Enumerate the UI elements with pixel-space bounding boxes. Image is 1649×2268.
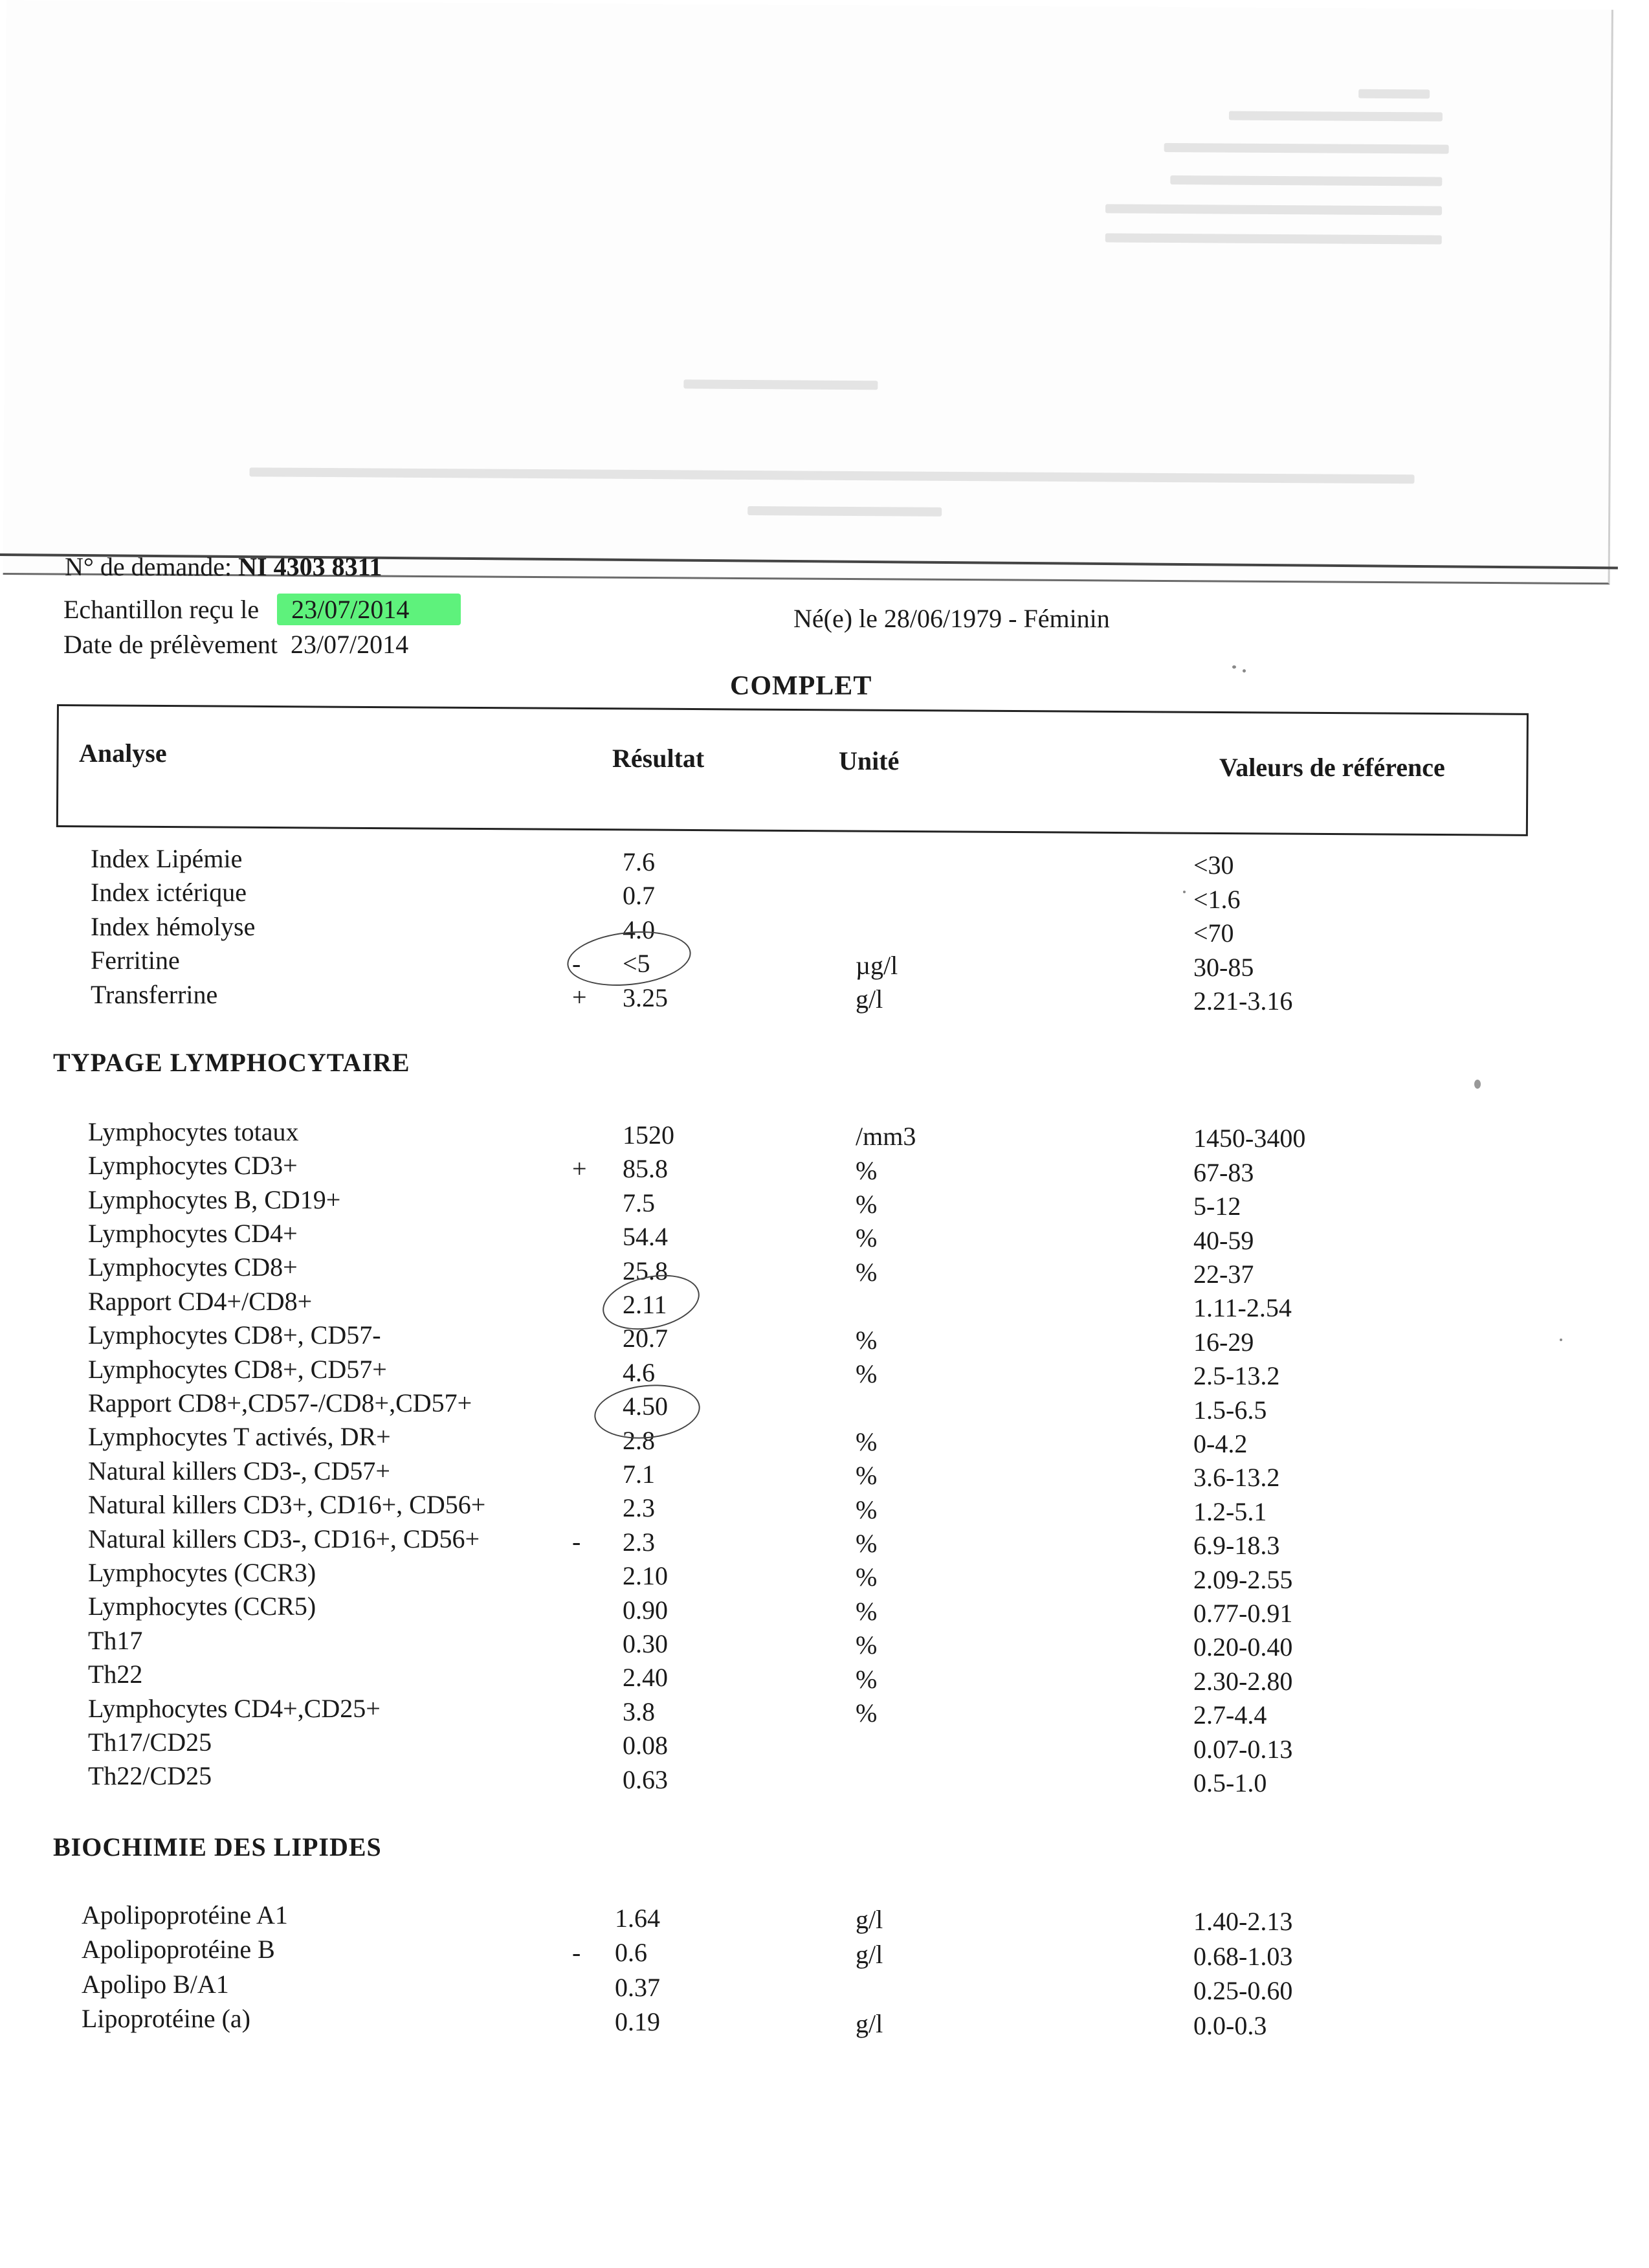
analyte-name: Rapport CD4+/CD8+	[88, 1286, 313, 1316]
analyte-name: Lymphocytes totaux	[88, 1117, 299, 1146]
request-number-value: NI 4303 8311	[238, 552, 382, 581]
result-value: 4.50	[623, 1392, 668, 1421]
reference-range: 0.68-1.03	[1193, 1941, 1293, 1971]
result-value: 0.6	[615, 1938, 647, 1968]
analyte-name: Lymphocytes CD4+,CD25+	[88, 1693, 381, 1723]
abnormal-flag: -	[572, 948, 581, 978]
reference-range: 67-83	[1193, 1157, 1254, 1187]
request-number-label: N° de demande:	[65, 552, 232, 581]
unit: %	[856, 1427, 878, 1456]
result-value: 3.8	[623, 1696, 655, 1726]
reference-range: 16-29	[1193, 1327, 1254, 1357]
analyte-name: Apolipoprotéine A1	[82, 1900, 288, 1929]
result-value: 0.7	[623, 881, 655, 911]
analyte-name: Lymphocytes CD8+, CD57+	[88, 1354, 387, 1384]
result-value: 1520	[623, 1120, 674, 1150]
unit: g/l	[856, 1939, 883, 1969]
abnormal-flag: -	[572, 1937, 581, 1967]
analyte-name: Apolipoprotéine B	[82, 1935, 275, 1964]
unit: %	[856, 1155, 878, 1185]
reference-range: 6.9-18.3	[1193, 1531, 1280, 1561]
column-header-unite: Unité	[839, 746, 900, 775]
result-value: 0.63	[623, 1764, 668, 1794]
analyte-name: Natural killers CD3+, CD16+, CD56+	[88, 1490, 486, 1520]
analyte-name: Lymphocytes CD8+, CD57-	[88, 1320, 381, 1350]
result-value: 54.4	[623, 1222, 668, 1252]
section-title: BIOCHIMIE DES LIPIDES	[53, 1832, 382, 1862]
reference-range: 1.11-2.54	[1193, 1293, 1292, 1323]
column-header-resultat: Résultat	[612, 744, 705, 773]
result-value: 0.90	[623, 1595, 668, 1625]
analyte-name: Lymphocytes B, CD19+	[88, 1184, 341, 1214]
unit: %	[856, 1562, 878, 1592]
unit: %	[856, 1495, 878, 1524]
reference-range: 0.25-0.60	[1193, 1976, 1293, 2006]
abnormal-flag: -	[572, 1527, 581, 1557]
reference-range: 0-4.2	[1193, 1429, 1248, 1459]
analyte-name: Transferrine	[91, 979, 218, 1009]
result-value: 2.10	[623, 1561, 668, 1591]
analyte-name: Lipoprotéine (a)	[82, 2004, 250, 2034]
reference-range: 5-12	[1193, 1192, 1241, 1221]
analyte-name: Natural killers CD3-, CD16+, CD56+	[88, 1524, 480, 1553]
analyte-name: Index Lipémie	[91, 843, 243, 873]
received-label: Echantillon reçu le	[63, 595, 260, 624]
result-value: 3.25	[623, 983, 668, 1012]
result-value: 1.64	[615, 1903, 660, 1933]
result-value: 2.40	[623, 1663, 668, 1693]
reference-range: 1450-3400	[1193, 1124, 1306, 1153]
unit: %	[856, 1257, 878, 1287]
result-value: <5	[623, 949, 650, 979]
result-value: 2.11	[623, 1289, 667, 1319]
reference-range: 1.5-6.5	[1193, 1395, 1267, 1425]
analyte-name: Th22	[88, 1660, 143, 1689]
reference-range: 0.07-0.13	[1193, 1734, 1293, 1764]
unit: %	[856, 1664, 878, 1694]
received-date-highlight	[277, 594, 461, 625]
unit: g/l	[856, 984, 883, 1014]
analyte-name: Ferritine	[91, 946, 180, 975]
analyte-name: Th22/CD25	[88, 1761, 212, 1791]
column-header-reference: Valeurs de référence	[1219, 753, 1445, 782]
unit: g/l	[856, 1905, 883, 1935]
reference-range: 2.30-2.80	[1193, 1666, 1293, 1696]
unit: %	[856, 1528, 878, 1558]
scan-speck	[1232, 665, 1236, 669]
reference-range: 0.0-0.3	[1193, 2010, 1267, 2040]
reference-range: 0.77-0.91	[1193, 1599, 1293, 1629]
unit: %	[856, 1698, 878, 1728]
unit: %	[856, 1630, 878, 1660]
unit: µg/l	[856, 950, 898, 980]
result-value: 25.8	[623, 1256, 668, 1285]
unit: %	[856, 1325, 878, 1355]
analyte-name: Th17/CD25	[88, 1728, 212, 1757]
overlapping-sheet	[3, 0, 1613, 584]
received-line	[63, 594, 461, 625]
analyte-name: Apolipo B/A1	[82, 1969, 229, 1999]
abnormal-flag: +	[572, 1153, 587, 1183]
unit: g/l	[856, 2008, 883, 2038]
result-value: 85.8	[623, 1154, 668, 1184]
result-value: 2.3	[623, 1527, 655, 1557]
reference-range: 1.40-2.13	[1193, 1907, 1293, 1937]
reference-range: 2.7-4.4	[1193, 1700, 1267, 1730]
patient-birth: Né(e) le 28/06/1979 - Féminin	[793, 604, 1110, 633]
handwritten-circle-cd4-cd8	[597, 1267, 704, 1338]
analyte-name: Rapport CD8+,CD57-/CD8+,CD57+	[88, 1388, 472, 1418]
unit: %	[856, 1189, 878, 1219]
reference-range: 1.2-5.1	[1193, 1496, 1267, 1526]
analyte-name: Lymphocytes (CCR5)	[88, 1592, 316, 1621]
received-date: 23/07/2014	[291, 595, 410, 624]
report-title: COMPLET	[730, 671, 872, 701]
result-value: 7.5	[623, 1188, 655, 1217]
result-value: 2.3	[623, 1493, 655, 1523]
unit: %	[856, 1461, 878, 1491]
analyte-name: Lymphocytes (CCR3)	[88, 1558, 316, 1588]
analyte-name: Natural killers CD3-, CD57+	[88, 1456, 390, 1485]
analyte-name: Lymphocytes CD8+	[88, 1252, 298, 1282]
reference-range: 30-85	[1193, 952, 1254, 982]
collection-label: Date de prélèvement	[63, 630, 278, 659]
analyte-name: Index hémolyse	[91, 911, 256, 941]
reference-range: <30	[1193, 850, 1234, 880]
section-title: TYPAGE LYMPHOCYTAIRE	[53, 1048, 410, 1077]
result-value: 0.37	[615, 1972, 660, 2002]
unit: %	[856, 1223, 878, 1253]
result-value: 7.6	[623, 847, 655, 876]
analyte-name: Lymphocytes T activés, DR+	[88, 1422, 391, 1452]
reference-range: 22-37	[1193, 1260, 1254, 1289]
reference-range: 40-59	[1193, 1225, 1254, 1255]
column-header-analyse: Analyse	[79, 739, 167, 768]
reference-range: 2.5-13.2	[1193, 1361, 1280, 1391]
reference-range: <1.6	[1193, 884, 1241, 914]
analyte-name: Lymphocytes CD3+	[88, 1151, 298, 1181]
result-value: 7.1	[623, 1459, 655, 1489]
handwritten-circle-cd57-ratio	[592, 1380, 703, 1444]
scan-speck	[1183, 891, 1186, 893]
collection-date: 23/07/2014	[290, 630, 409, 659]
result-value: 20.7	[623, 1324, 668, 1353]
result-value: 2.8	[623, 1425, 655, 1455]
collection-line	[63, 629, 408, 660]
request-number	[65, 551, 382, 582]
scan-speck	[1560, 1339, 1562, 1341]
result-value: 0.19	[615, 2007, 660, 2037]
analyte-name: Th17	[88, 1625, 143, 1655]
unit: %	[856, 1359, 878, 1388]
result-value: 0.08	[623, 1731, 668, 1761]
reference-range: <70	[1193, 918, 1234, 948]
reference-range: 0.20-0.40	[1193, 1632, 1293, 1662]
analyte-name: Index ictérique	[91, 878, 247, 907]
analyte-name: Lymphocytes CD4+	[88, 1219, 298, 1249]
scan-speck	[1474, 1080, 1481, 1089]
scan-speck	[1243, 669, 1246, 673]
unit: %	[856, 1596, 878, 1626]
abnormal-flag: +	[572, 983, 587, 1012]
result-value: 0.30	[623, 1629, 668, 1658]
reference-range: 3.6-13.2	[1193, 1463, 1280, 1493]
reference-range: 2.09-2.55	[1193, 1564, 1293, 1594]
unit: /mm3	[856, 1122, 916, 1151]
reference-range: 0.5-1.0	[1193, 1768, 1267, 1798]
reference-range: 2.21-3.16	[1193, 986, 1293, 1016]
result-value: 4.6	[623, 1357, 655, 1387]
result-value: 4.0	[623, 915, 655, 944]
